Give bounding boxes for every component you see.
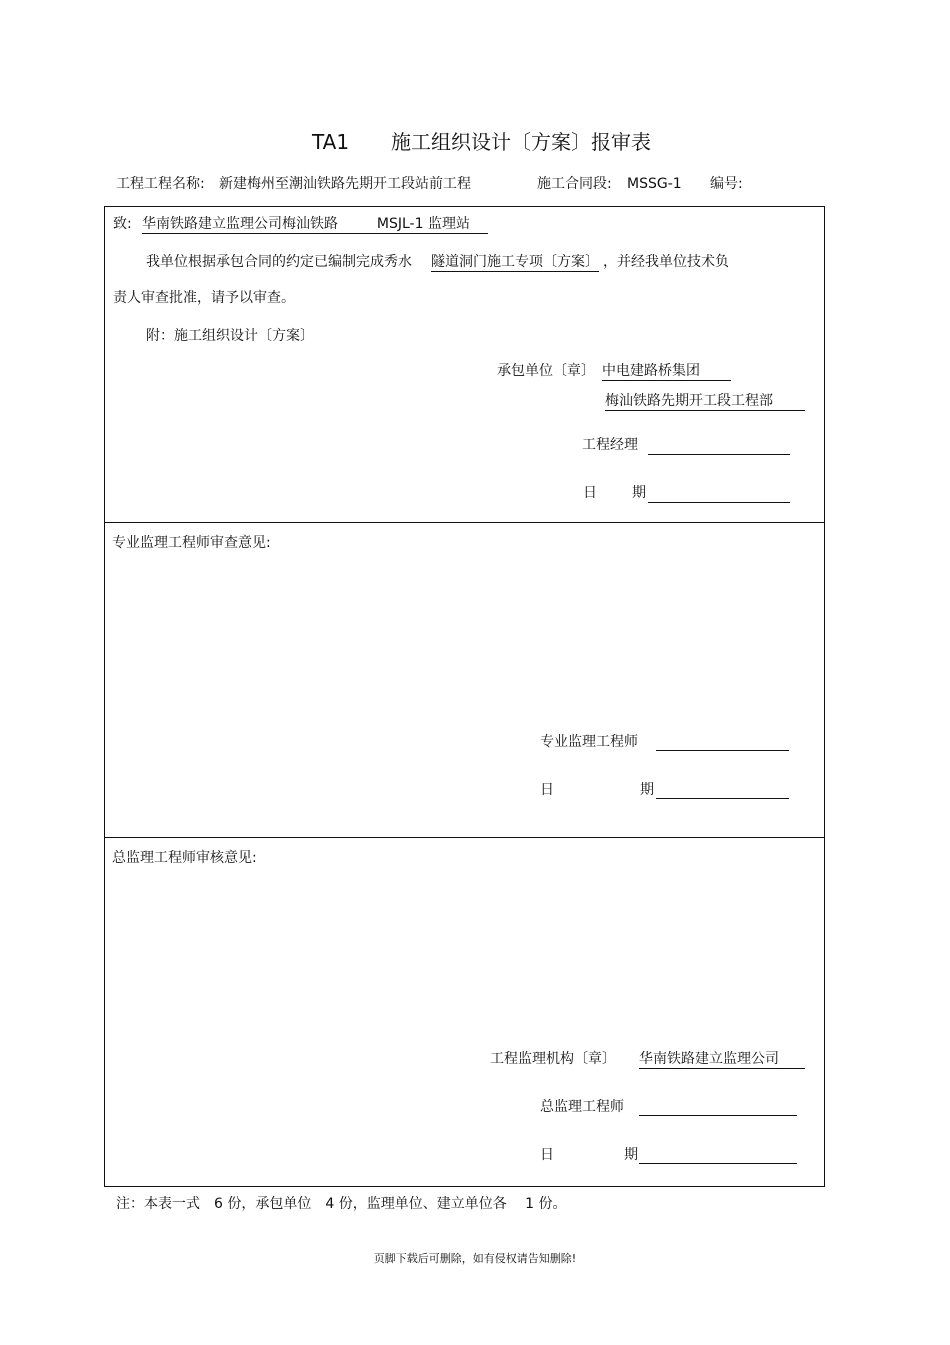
contractor-name: 中电建路桥集团 <box>602 362 731 381</box>
date-line-2 <box>656 798 789 799</box>
specialist-engineer-label: 专业监理工程师 <box>540 734 638 750</box>
para-line1-a: 我单位根据承包合同的约定已编制完成秀水 <box>146 254 412 270</box>
contract-value: MSSG-1 <box>627 176 682 192</box>
contractor-dept: 梅汕铁路先期开工段工程部 <box>605 392 805 411</box>
to-org: 华南铁路建立监理公司梅汕铁路 <box>142 216 338 232</box>
manager-label: 工程经理 <box>582 437 638 453</box>
supervision-org-label: 工程监理机构〔章〕 <box>490 1051 616 1067</box>
form-frame <box>104 206 825 1187</box>
date-label-3a: 日 <box>540 1147 554 1163</box>
project-label: 工程工程名称: <box>116 176 205 192</box>
form-title: 施工组织设计〔方案〕报审表 <box>391 130 651 154</box>
specialist-signature-line <box>656 750 789 751</box>
to-label: 致: <box>113 216 132 232</box>
contractor-label: 承包单位〔章〕 <box>497 363 595 379</box>
page-footer: 页脚下载后可删除，如有侵权请告知删除! <box>373 1252 577 1265</box>
chief-review-heading: 总监理工程师审核意见: <box>112 850 257 866</box>
date-line-3 <box>639 1163 797 1164</box>
copies-note: 注：本表一式 6 份，承包单位 4 份，监理单位、建立单位各 1 份。 <box>116 1196 567 1212</box>
date-label-2b: 期 <box>640 782 654 798</box>
attachment-line: 附：施工组织设计〔方案〕 <box>146 328 314 344</box>
para-line1-c: ，并经我单位技术负 <box>603 254 729 270</box>
specialist-review-heading: 专业监理工程师审查意见: <box>112 535 271 551</box>
para-line2: 责人审查批准，请予以审查。 <box>113 290 295 306</box>
manager-signature-line <box>648 454 790 455</box>
section-divider-2 <box>104 837 825 838</box>
date-label-1b: 期 <box>632 485 646 501</box>
to-station: MSJL-1 监理站 <box>376 216 470 232</box>
chief-signature-line <box>639 1115 797 1116</box>
date-label-2a: 日 <box>540 782 554 798</box>
form-code: TA1 <box>312 130 350 154</box>
para-line1-b: 隧道洞门施工专项〔方案〕 <box>431 254 599 270</box>
date-label-1a: 日 <box>583 485 597 501</box>
chief-engineer-label: 总监理工程师 <box>540 1099 624 1115</box>
contract-label: 施工合同段: <box>537 176 612 192</box>
to-recipient <box>142 215 488 234</box>
supervision-org-name: 华南铁路建立监理公司 <box>639 1050 805 1069</box>
date-label-3b: 期 <box>624 1147 638 1163</box>
section-divider-1 <box>104 522 825 523</box>
number-label: 编号: <box>710 176 743 192</box>
date-line-1 <box>648 502 790 503</box>
project-name: 新建梅州至潮汕铁路先期开工段站前工程 <box>219 176 471 192</box>
